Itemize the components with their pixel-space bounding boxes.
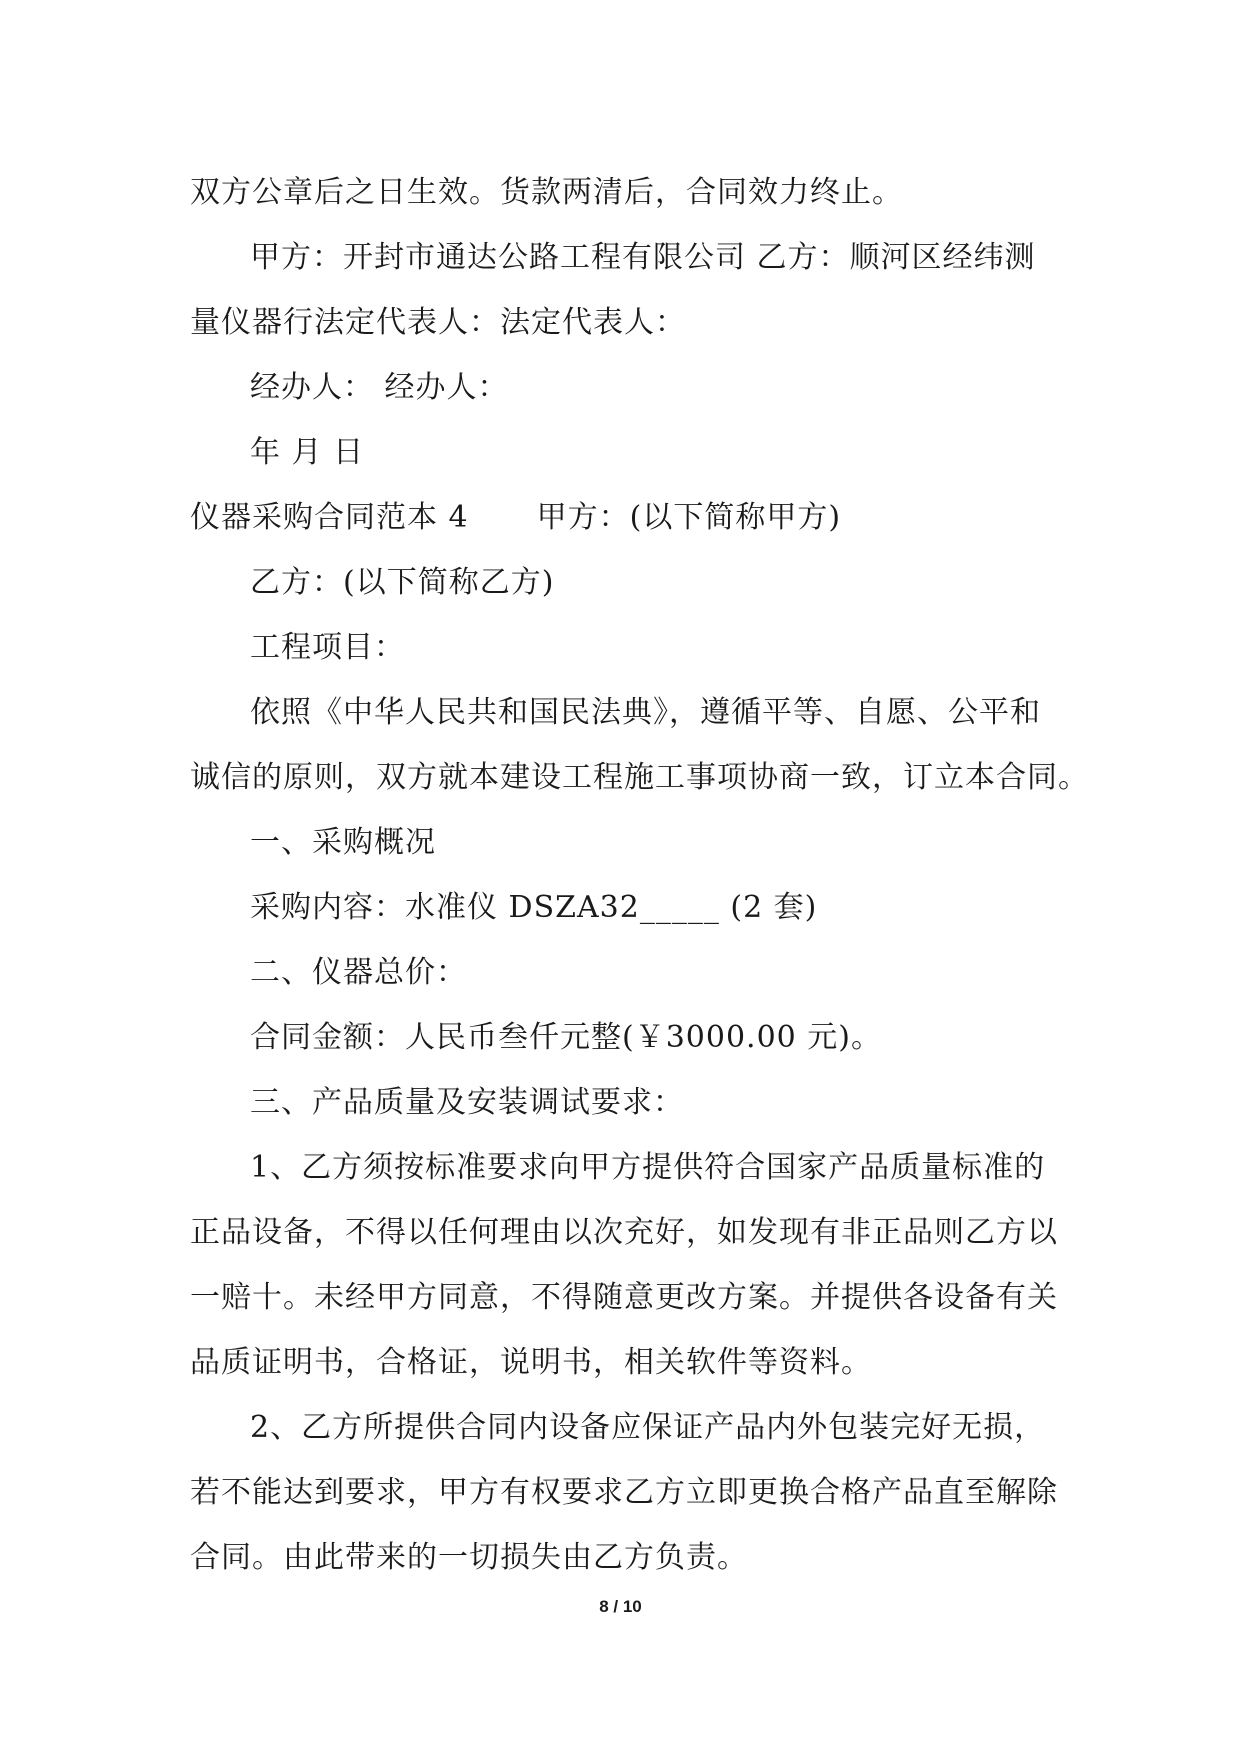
paragraph-line: 甲方：开封市通达公路工程有限公司 乙方：顺河区经纬测 (250, 240, 1036, 275)
page-number: 8 / 10 (599, 1597, 642, 1616)
party-a-label: 甲方：(以下简称甲方) (536, 500, 842, 535)
paragraph-line: 正品设备，不得以任何理由以次充好，如发现有非正品则乙方以 (190, 1215, 1058, 1250)
document-body (190, 160, 1089, 1590)
date-line: 年 月 日 (250, 435, 365, 470)
clause-heading: 二、仪器总价： (250, 955, 467, 990)
paragraph-line: 品质证明书，合格证，说明书，相关软件等资料。 (190, 1345, 872, 1380)
paragraph-line: 工程项目： (250, 630, 405, 665)
paragraph-line: 若不能达到要求，甲方有权要求乙方立即更换合格产品直至解除 (190, 1475, 1058, 1510)
paragraph-line: 乙方：(以下简称乙方) (250, 565, 555, 600)
paragraph-line: 双方公章后之日生效。货款两清后，合同效力终止。 (190, 175, 903, 210)
paragraph-line: 合同。由此带来的一切损失由乙方负责。 (190, 1540, 748, 1575)
section-title: 仪器采购合同范本 4 (190, 500, 469, 535)
clause-heading: 三、产品质量及安装调试要求： (250, 1085, 684, 1120)
paragraph-line: 一赔十。未经甲方同意，不得随意更改方案。并提供各设备有关 (190, 1280, 1058, 1315)
paragraph-line: 1、乙方须按标准要求向甲方提供符合国家产品质量标准的 (250, 1150, 1046, 1185)
paragraph-line: 诚信的原则，双方就本建设工程施工事项协商一致，订立本合同。 (190, 760, 1089, 795)
paragraph-line: 依照《中华人民共和国民法典》，遵循平等、自愿、公平和 (250, 695, 1041, 730)
paragraph-line: 经办人： 经办人： (250, 370, 509, 405)
paragraph-line: 合同金额：人民币叁仟元整(￥3000.00 元)。 (250, 1020, 883, 1055)
section-heading-line (190, 485, 1050, 550)
paragraph-line: 采购内容：水准仪 DSZA32_____ (2 套) (250, 890, 818, 925)
paragraph-line: 2、乙方所提供合同内设备应保证产品内外包装完好无损， (250, 1410, 1046, 1445)
paragraph-line: 量仪器行法定代表人：法定代表人： (190, 305, 686, 340)
clause-heading: 一、采购概况 (250, 825, 436, 860)
